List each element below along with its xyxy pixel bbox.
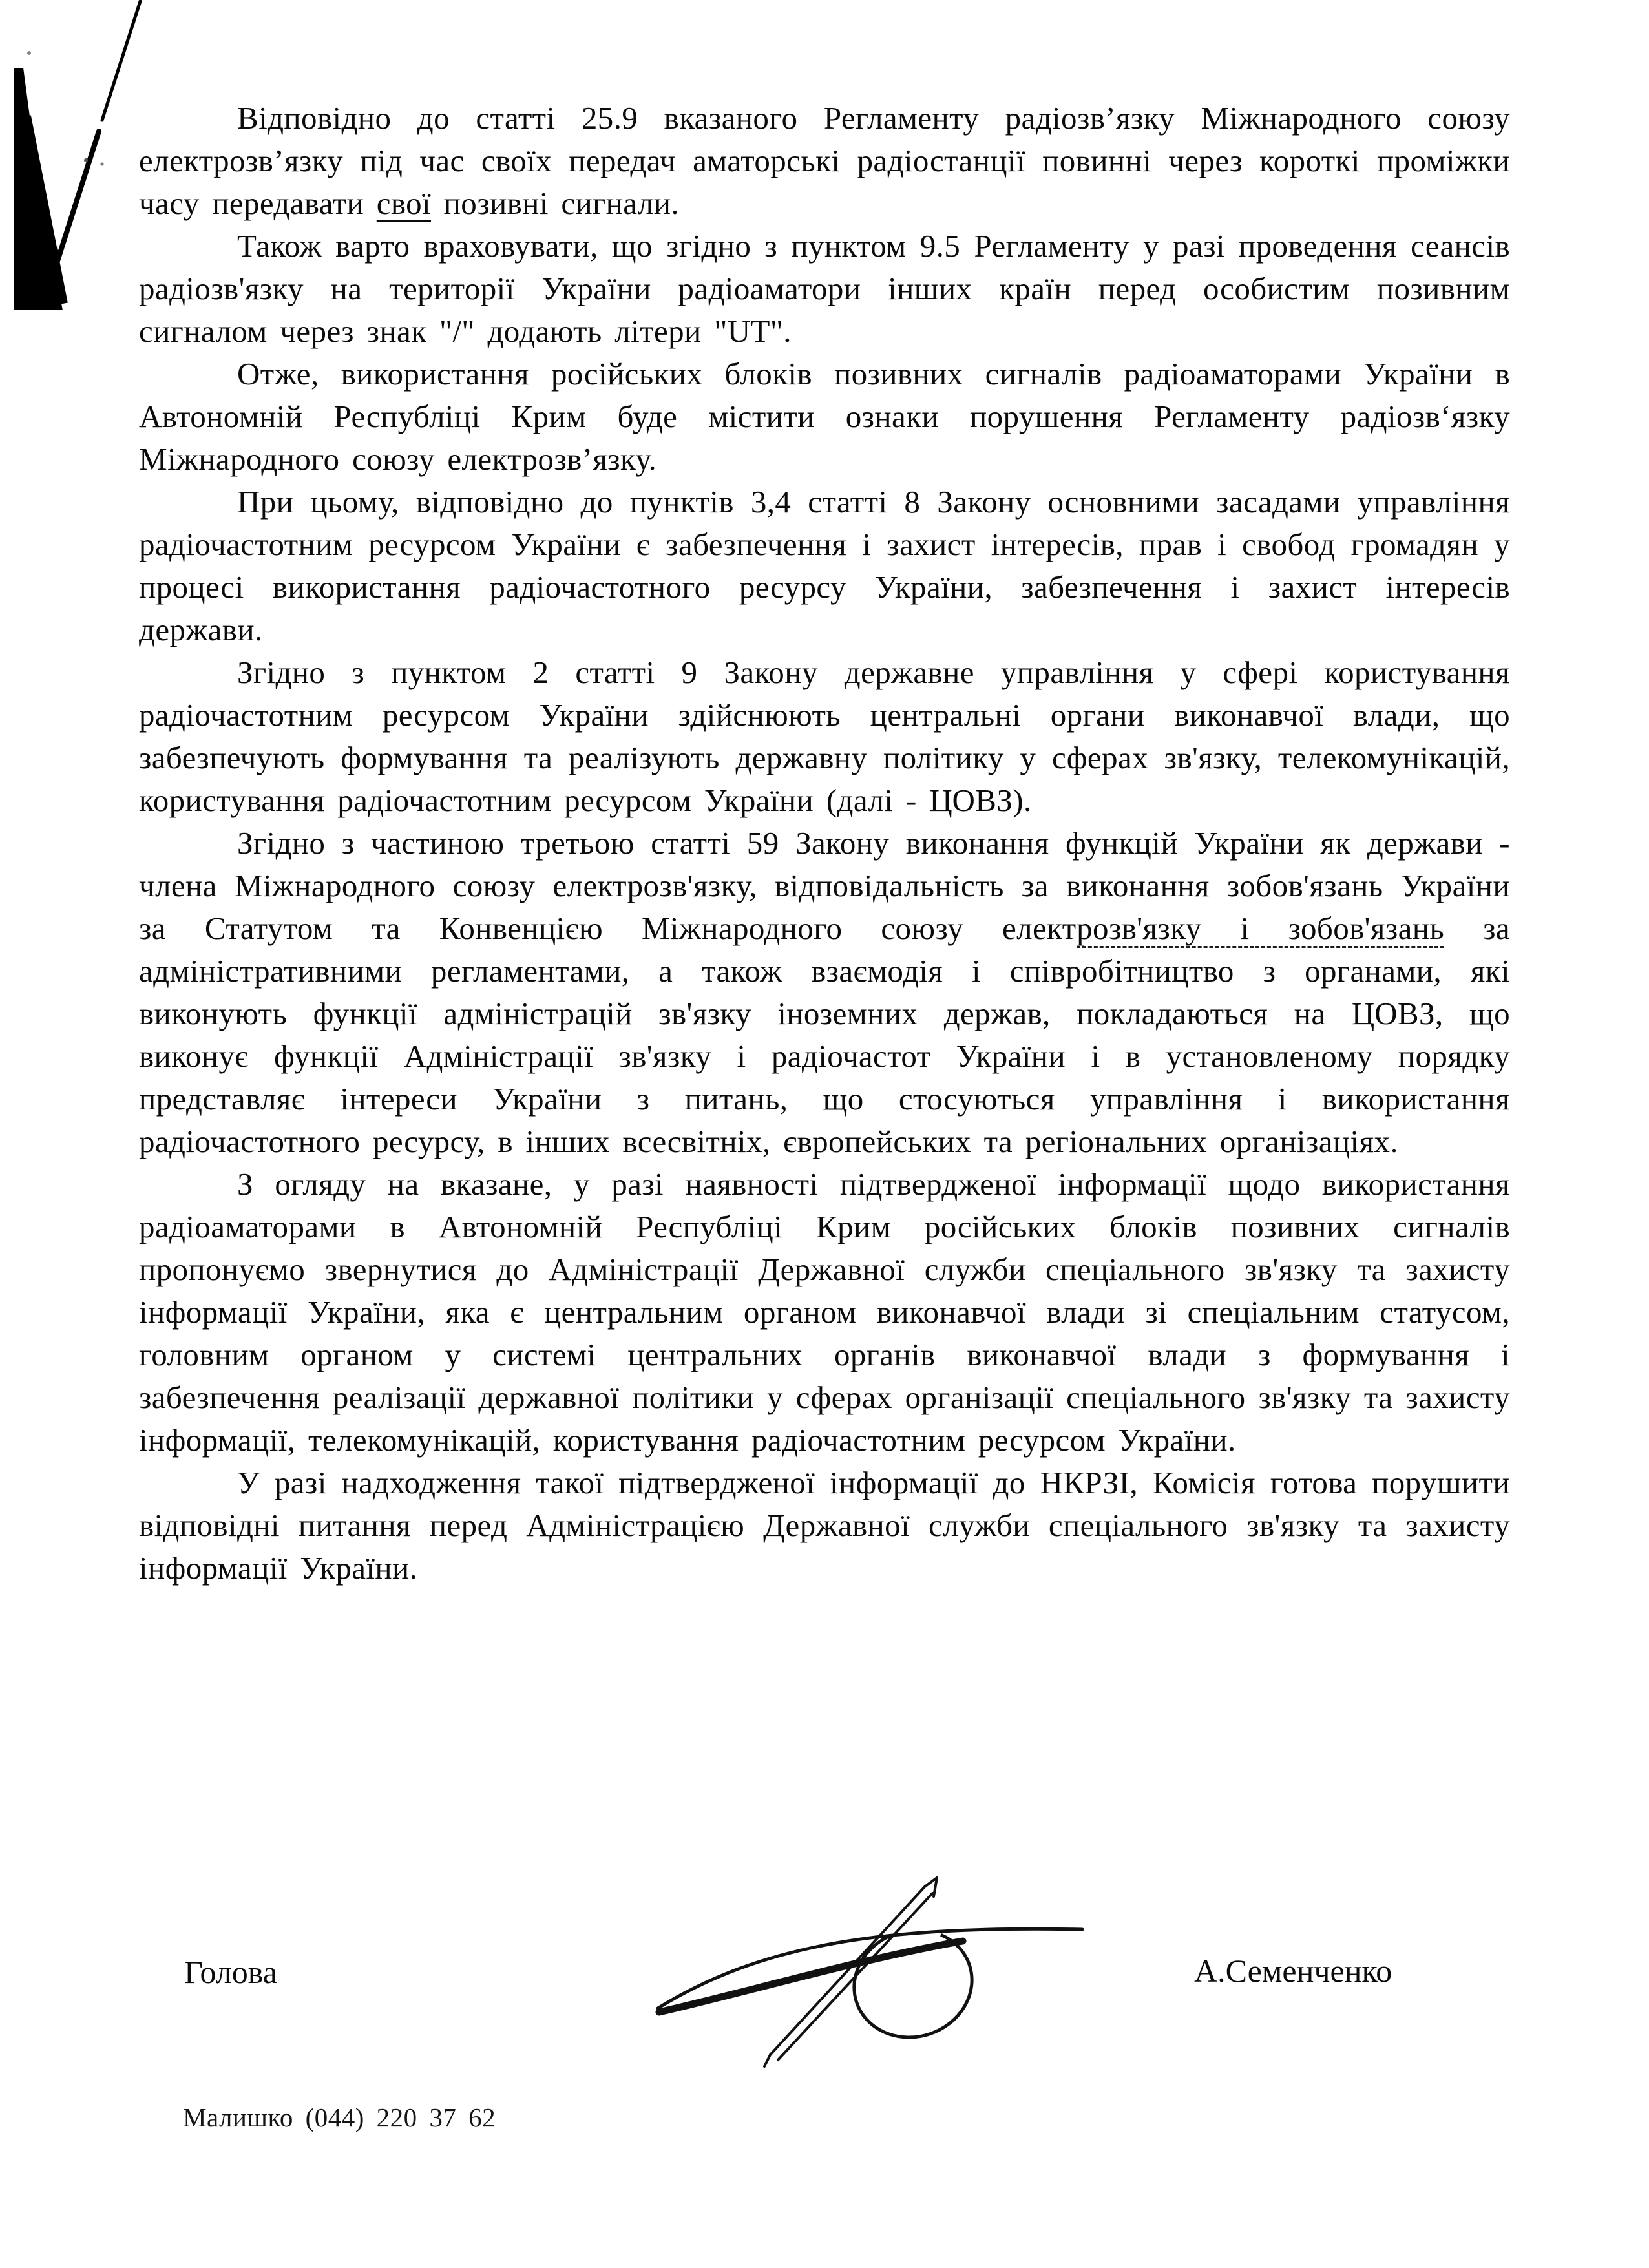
paragraph	[139, 353, 1510, 481]
paragraph	[139, 225, 1510, 353]
paragraph	[139, 651, 1510, 822]
paragraph	[139, 1163, 1510, 1462]
underlined-word: розв'язку і зобов'язань	[1077, 910, 1445, 946]
paragraph-text: Згідно з пунктом 2 статті 9 Закону державне управління у сфері користування радіочастотним ресурсом України здійснюють центральні органи виконавчої влади, що забезпечують формування та реалізують державну політику у сферах зв'язку, телекомунікацій, користування радіочастотним ресурсом України (далі - ЦОВЗ).	[139, 655, 1510, 818]
underlined-word: свої	[376, 185, 432, 221]
signatory-title: Голова	[184, 1954, 277, 1990]
letter-body	[139, 97, 1510, 1590]
paragraph-text: Відповідно до статті 25.9 вказаного Регламенту радіозв’язку Міжнародного союзу електрозв’язку під час своїх передач аматорські радіостанції повинні через короткі проміжки часу передавати	[139, 100, 1510, 221]
paragraph-text: У разі надходження такої підтвердженої інформації до НКРЗІ, Комісія готова порушити відповідні питання перед Адміністрацією Державної служби спеціального зв'язку та захисту інформації України.	[139, 1465, 1510, 1586]
paragraph	[139, 822, 1510, 1163]
paragraph-text: Згідно з частиною третьою статті 59 Закону виконання функцій України як держави - члена Міжнародного союзу електрозв'язку, відповідальність за виконання зобов'язань України за Статутом та Конвенцією Міжнародного союзу елект	[139, 825, 1510, 946]
contact-line: Малишко (044) 220 37 62	[183, 2103, 496, 2132]
signatory-name: А.Семенченко	[1194, 1953, 1392, 1989]
paragraph	[139, 1462, 1510, 1590]
paragraph-text: При цьому, відповідно до пунктів 3,4 статті 8 Закону основними засадами управління радіочастотним ресурсом України є забезпечення і захист інтересів, прав і свобод громадян у процесі використання радіочастотного ресурсу України, забезпечення і захист інтересів держави.	[139, 484, 1510, 647]
paragraph-text: Також варто враховувати, що згідно з пунктом 9.5 Регламенту у разі проведення сеансів радіозв'язку на території України радіоаматори інших країн перед особистим позивним сигналом через знак "/" додають літери "UT".	[139, 228, 1510, 349]
paragraph	[139, 97, 1510, 225]
paragraph-text: за адміністративними регламентами, а також взаємодія і співробітництво з органами, які виконують функції адміністрацій зв'язку іноземних держав, покладаються на ЦОВЗ, що виконує функції Адміністрації зв'язку і радіочастот України і в установленому порядку представляє інтереси України з питань, що стосуються управління і використання радіочастотного ресурсу, в інших всесвітніх, європейських та регіональних організаціях.	[139, 910, 1510, 1159]
signature	[582, 1796, 1163, 2106]
paragraph-text: З огляду на вказане, у разі наявності підтвердженої інформації щодо використання радіоаматорами в Автономній Республіці Крим російських блоків позивних сигналів пропонуємо звернутися до Адміністрації Державної служби спеціального зв'язку та захисту інформації України, яка є центральним органом виконавчої влади зі спеціальним статусом, головним органом у системі центральних органів виконавчої влади з формування і забезпечення реалізації державної політики у сферах організації спеціального зв'язку та захисту інформації, телекомунікацій, користування радіочастотним ресурсом України.	[139, 1166, 1510, 1458]
paragraph-text: Отже, використання російських блоків позивних сигналів радіоаматорами України в Автономній Республіці Крим буде містити ознаки порушення Регламенту радіозв‘язку Міжнародного союзу електрозв’язку.	[139, 356, 1510, 477]
paragraph-text: позивні сигнали.	[431, 185, 680, 221]
paragraph	[139, 481, 1510, 651]
